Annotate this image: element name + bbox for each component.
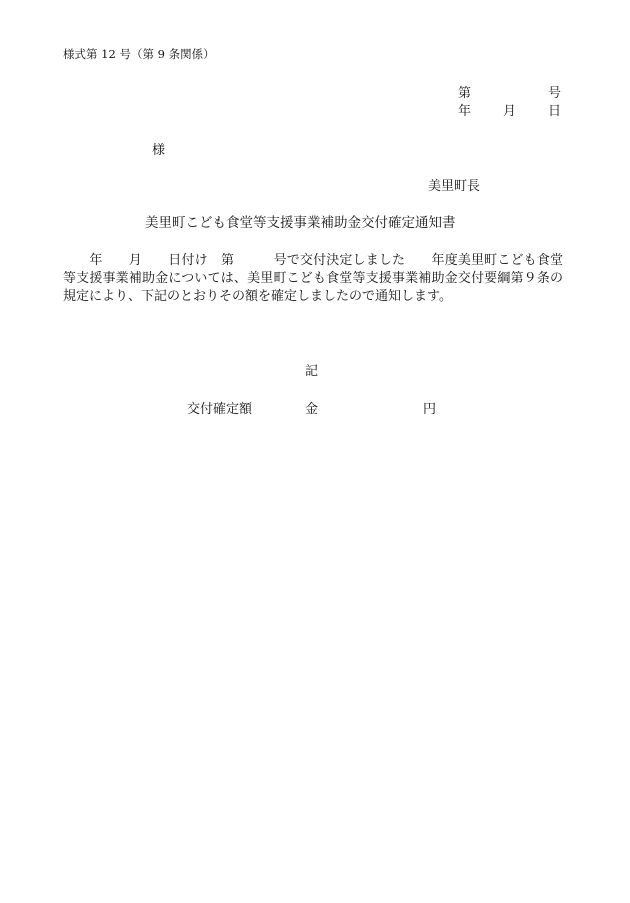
body-paragraph: 年 月 日付け 第 号で交付決定しました 年度美里町こども食堂等支援事業補助金については、美里町こども食堂等支援事業補助金交付要綱第９条の規定により、下記のとおりその額を確定しましたので通知します。 [63,253,563,304]
date-month-label: 月 [503,104,517,119]
addressee-honorific: 様 [152,143,166,158]
document-number-prefix: 第 [458,86,472,101]
document-number-suffix: 号 [548,86,562,101]
date-year-label: 年 [458,104,472,119]
issuer-name: 美里町長 [428,179,481,194]
date-day-label: 日 [548,104,562,119]
record-heading: 記 [305,364,319,379]
form-number: 様式第 12 号（第 9 条関係） [63,47,215,61]
amount-unit: 円 [423,402,437,417]
confirmed-amount-label: 交付確定額 [187,402,253,417]
document-title: 美里町こども食堂等支援事業補助金交付確定通知書 [145,215,456,231]
amount-prefix: 金 [305,402,319,417]
